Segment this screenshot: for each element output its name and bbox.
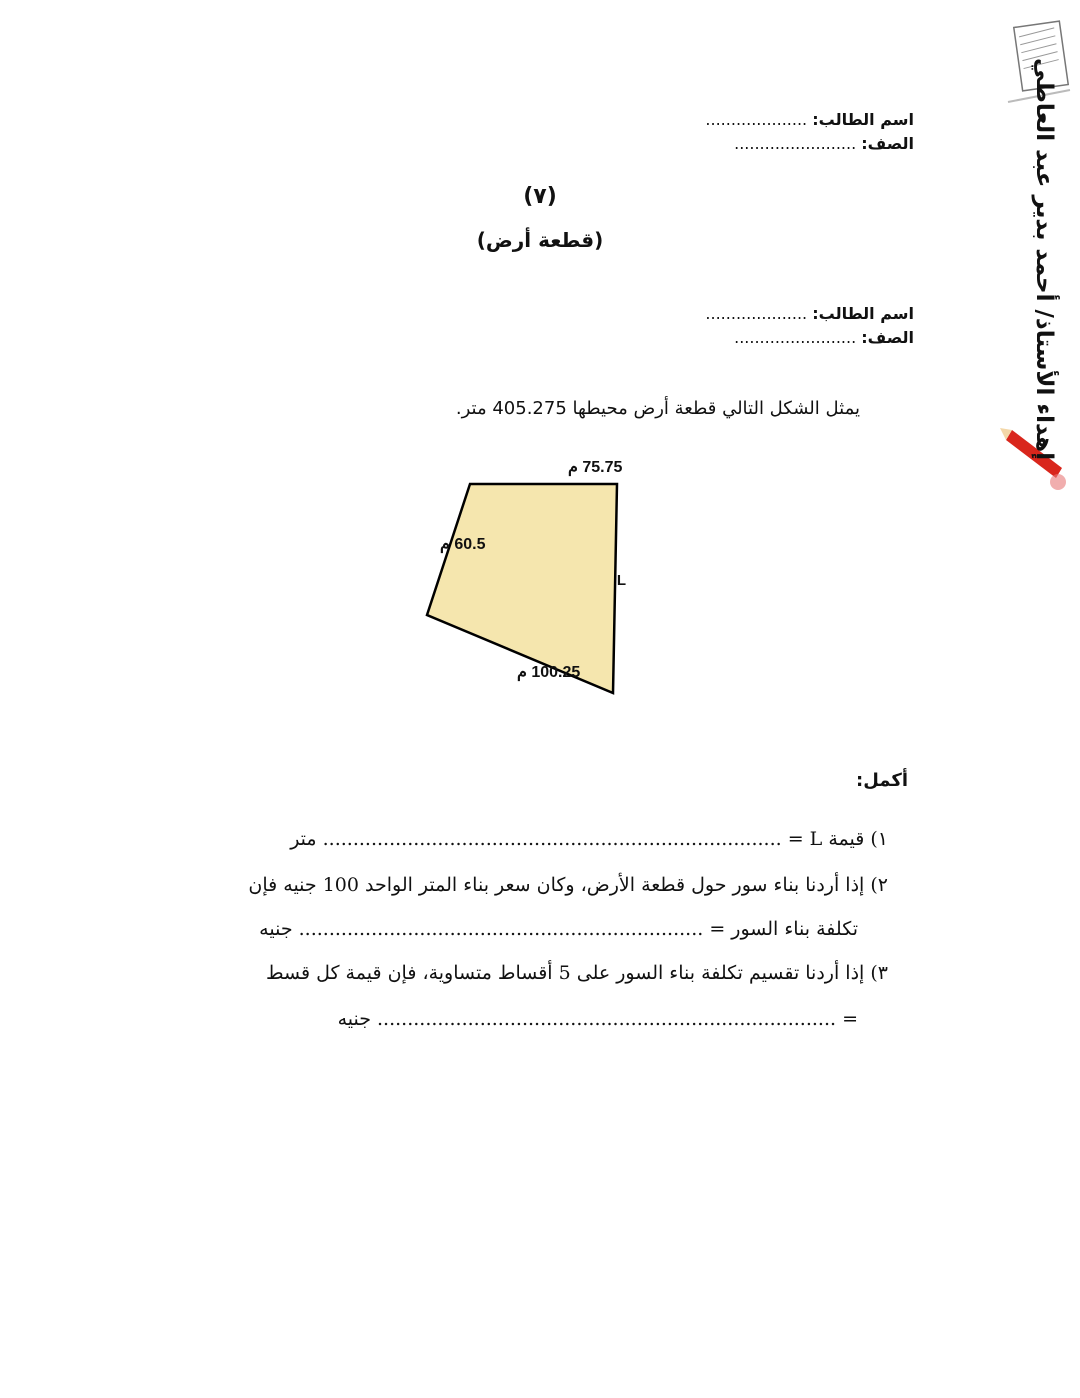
question-2-answer-blank[interactable]: ................................................................... <box>298 918 704 940</box>
question-3-equals: = <box>842 1008 858 1030</box>
question-1-text: ١) قيمة L = <box>787 828 888 850</box>
question-2-unit: جنيه <box>259 918 293 940</box>
class-row <box>705 132 914 156</box>
student-info-second <box>705 302 914 350</box>
class-label: الصف: <box>861 134 914 153</box>
worksheet-number: (٧) <box>523 184 557 209</box>
question-3-line-2 <box>338 1008 858 1030</box>
side-banner <box>1000 20 1074 490</box>
class-row <box>705 326 914 350</box>
left-side-label: 60.5 م <box>440 536 486 553</box>
question-2-line-1: ٢) إذا أردنا بناء سور حول قطعة الأرض، وكان سعر بناء المتر الواحد 100 جنيه فإن <box>248 874 888 896</box>
right-side-label: L <box>616 572 626 589</box>
class-blank[interactable]: ........................ <box>734 328 857 347</box>
worksheet-title: (قطعة أرض) <box>476 228 604 252</box>
student-name-blank[interactable]: .................... <box>705 110 808 129</box>
question-1 <box>290 828 888 850</box>
student-name-row <box>705 302 914 326</box>
complete-heading: أكمل: <box>856 770 908 791</box>
question-2-text: تكلفة بناء السور = <box>709 918 858 940</box>
banner-text: إهداء الأستاذ/ أحمد بدير عبد العاطي <box>1031 57 1057 460</box>
question-3-answer-blank[interactable]: ............................................................................ <box>377 1008 837 1030</box>
problem-statement: يمثل الشكل التالي قطعة أرض محيطها 405.275 متر. <box>455 398 860 419</box>
bottom-side-label: 100.25 م <box>517 664 581 681</box>
land-plot-figure <box>360 450 660 710</box>
student-name-label: اسم الطالب: <box>812 110 914 129</box>
student-name-row <box>705 108 914 132</box>
student-name-blank[interactable]: .................... <box>705 304 808 323</box>
question-3-unit: جنيه <box>337 1008 371 1030</box>
class-blank[interactable]: ........................ <box>734 134 857 153</box>
land-plot-shape <box>427 484 617 693</box>
question-1-answer-blank[interactable]: ............................................................................ <box>322 828 782 850</box>
question-3-line-1: ٣) إذا أردنا تقسيم تكلفة بناء السور على 5 أقساط متساوية، فإن قيمة كل قسط <box>265 962 888 984</box>
student-name-label: اسم الطالب: <box>812 304 914 323</box>
top-side-label: 75.75 م <box>568 459 623 476</box>
question-2-line-2 <box>259 918 858 940</box>
class-label: الصف: <box>861 328 914 347</box>
student-info-top <box>705 108 914 156</box>
question-1-unit: متر <box>290 828 317 850</box>
